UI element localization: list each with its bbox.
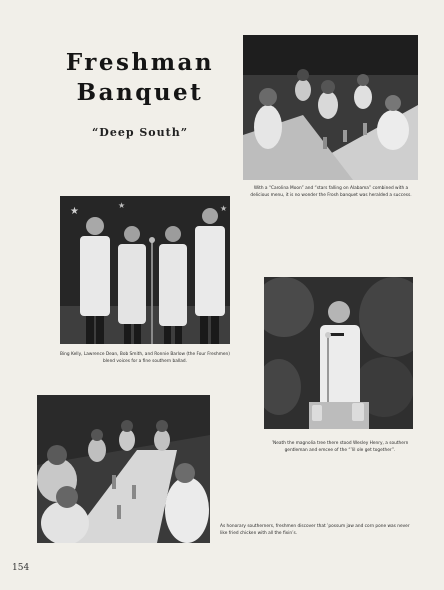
svg-text:★: ★ [118,201,126,210]
page-title [40,48,240,108]
diners-photo [37,395,210,543]
quartet-caption: Bing Kelly, Lawrence Dean, Bob Smith, and Ronnie Barlow (the Four Freshmen) blend voices for a fine southern ballad. [60,352,230,364]
title-line-2: Banquet [76,79,204,106]
banquet-hall-photo [243,35,418,180]
page-subtitle: “Deep South” [91,126,189,139]
svg-text:★: ★ [220,204,228,213]
quartet-photo [60,196,230,344]
svg-text:★: ★ [70,206,79,217]
speaker-caption: ’Neath the magnolia tree there stood Wesley Henry, a southern gentleman and emcee of the “’lil ole get together”. [271,441,409,453]
page-number: 154 [12,563,30,573]
diners-caption: As honorary southerners, freshmen discover that ’possum jaw and corn pone was never like fried chicken with all the fixin’s. [220,524,410,536]
title-line-1: Freshman [65,49,215,76]
banquet-hall-caption: With a “Carolina Moon” and “stars falling on Alabama” combined with a delicious menu, it is no wonder the Frosh banquet was heralded a success. [250,186,412,198]
speaker-photo [264,277,413,429]
